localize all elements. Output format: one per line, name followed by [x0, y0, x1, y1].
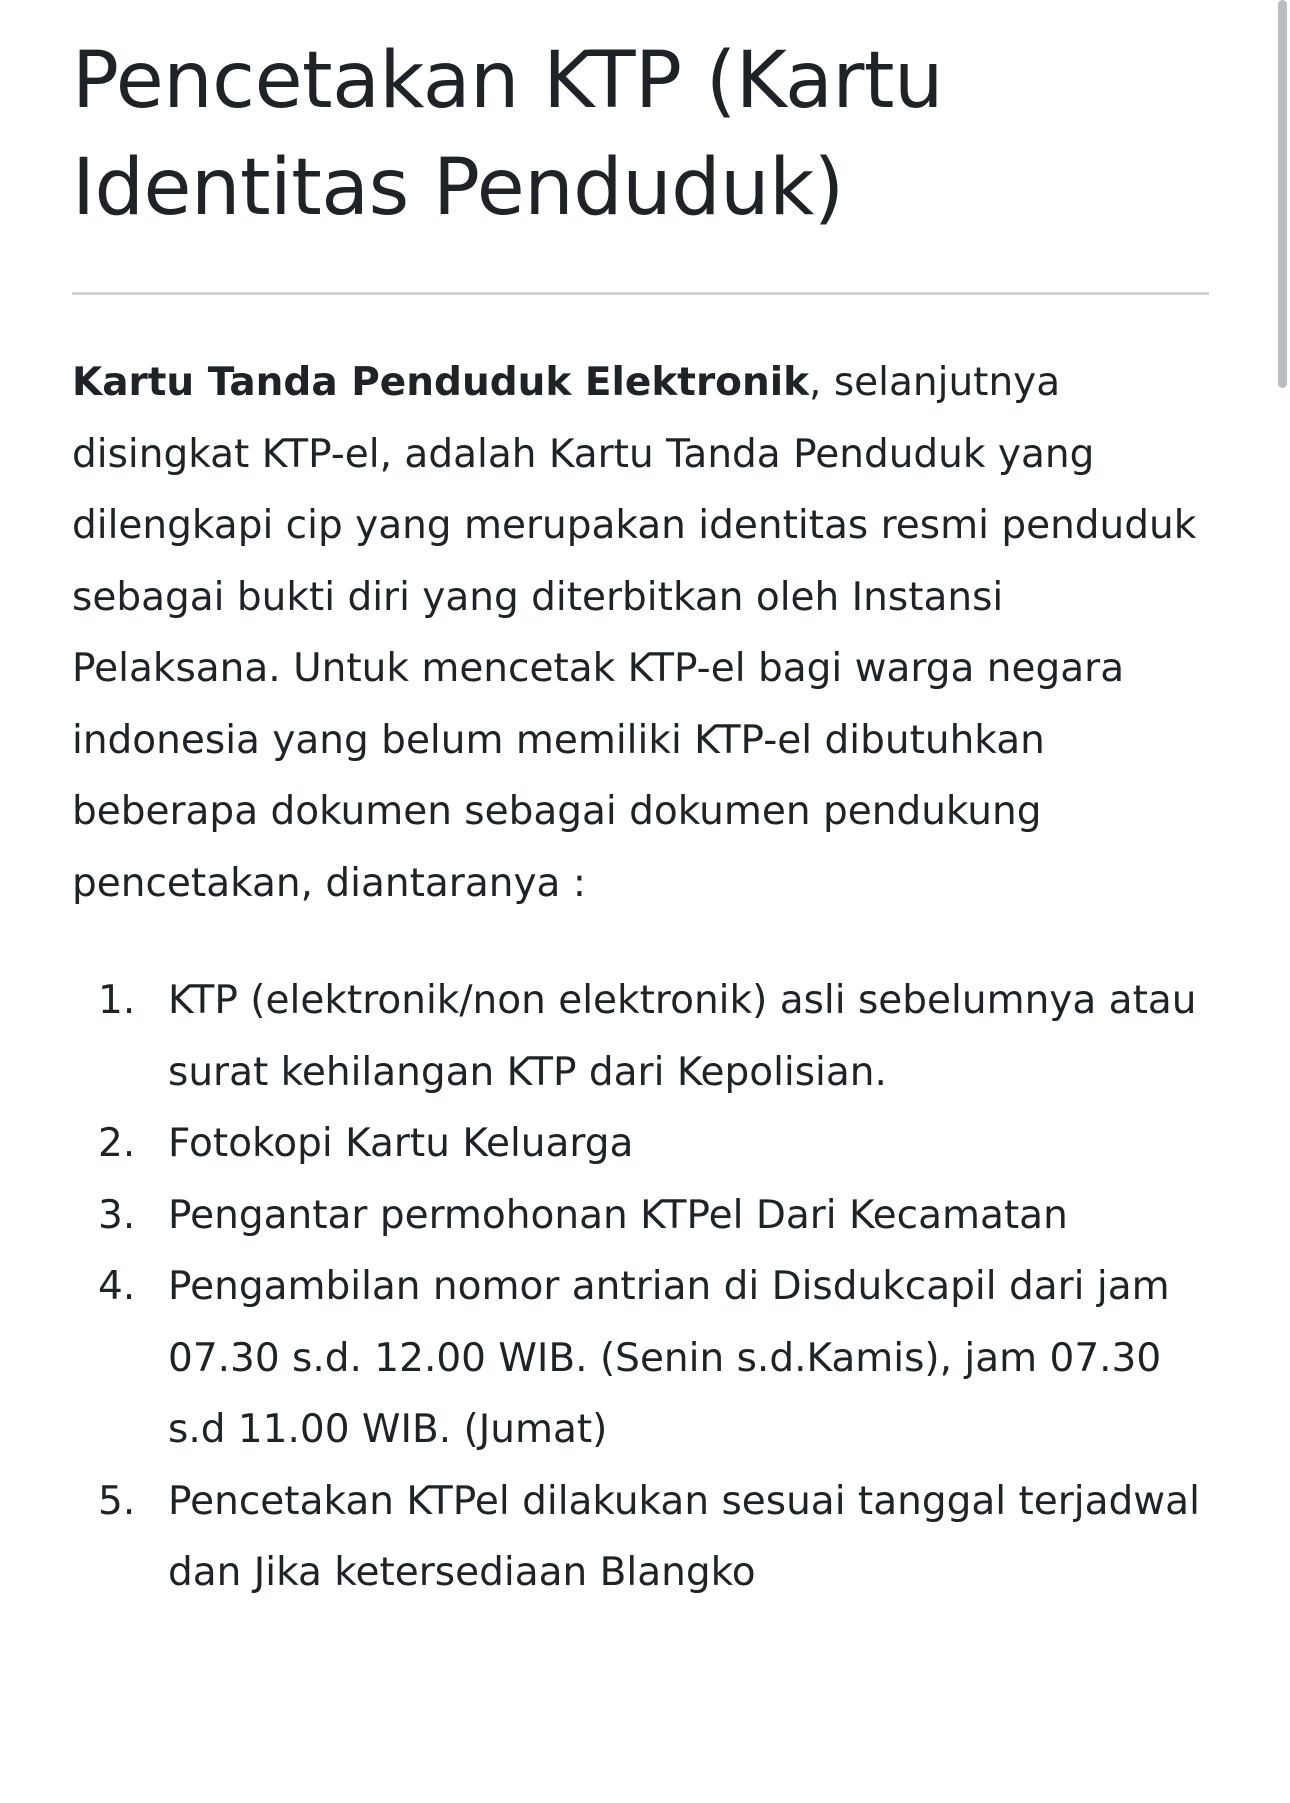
page-title: Pencetakan KTP (Kartu Identitas Penduduk): [72, 36, 943, 233]
intro-paragraph: [72, 347, 1212, 919]
list-item: [72, 965, 1212, 1108]
list-item-text: Pengantar permohonan KTPel Dari Kecamatan: [168, 1192, 1068, 1238]
list-item-number: 5.: [98, 1478, 136, 1524]
list-item-text: Fotokopi Kartu Keluarga: [168, 1121, 634, 1166]
list-item-number: 4.: [98, 1264, 136, 1309]
list-item-number: 3.: [98, 1192, 136, 1238]
list-item: [72, 1180, 1212, 1252]
article-content: [72, 0, 1212, 1609]
list-item-number: 2.: [98, 1121, 136, 1166]
vertical-scrollbar[interactable]: [1276, 0, 1290, 390]
scrollbar-thumb[interactable]: [1278, 0, 1287, 388]
intro-text: , selanjutnya disingkat KTP-el, adalah Kartu Tanda Penduduk yang dilengkapi cip yang merupakan identitas resmi penduduk sebagai bukti diri yang diterbitkan oleh Instansi Pelaksana. Untuk mencetak KTP-el bagi warga negara indonesia yang belum memiliki KTP-el dibutuhkan beberapa dokumen sebagai dokumen pendukung pencetakan, diantaranya :: [72, 360, 1197, 906]
requirements-list: [72, 965, 1212, 1609]
list-item-text: KTP (elektronik/non elektronik) asli sebelumnya atau surat kehilangan KTP dari Kepolisian.: [168, 978, 1197, 1095]
list-item-number: 1.: [98, 978, 136, 1023]
intro-bold-term: Kartu Tanda Penduduk Elektronik: [72, 360, 810, 405]
list-item: [72, 1466, 1212, 1609]
list-item-text: Pencetakan KTPel dilakukan sesuai tanggal terjadwal dan Jika ketersediaan Blangko: [168, 1478, 1200, 1595]
list-item: [72, 1108, 1212, 1180]
list-item: [72, 1251, 1212, 1466]
title-divider: [72, 292, 1209, 295]
list-item-text: Pengambilan nomor antrian di Disdukcapil dari jam 07.30 s.d. 12.00 WIB. (Senin s.d.Kamis), jam 07.30 s.d 11.00 WIB. (Jumat): [168, 1264, 1170, 1452]
